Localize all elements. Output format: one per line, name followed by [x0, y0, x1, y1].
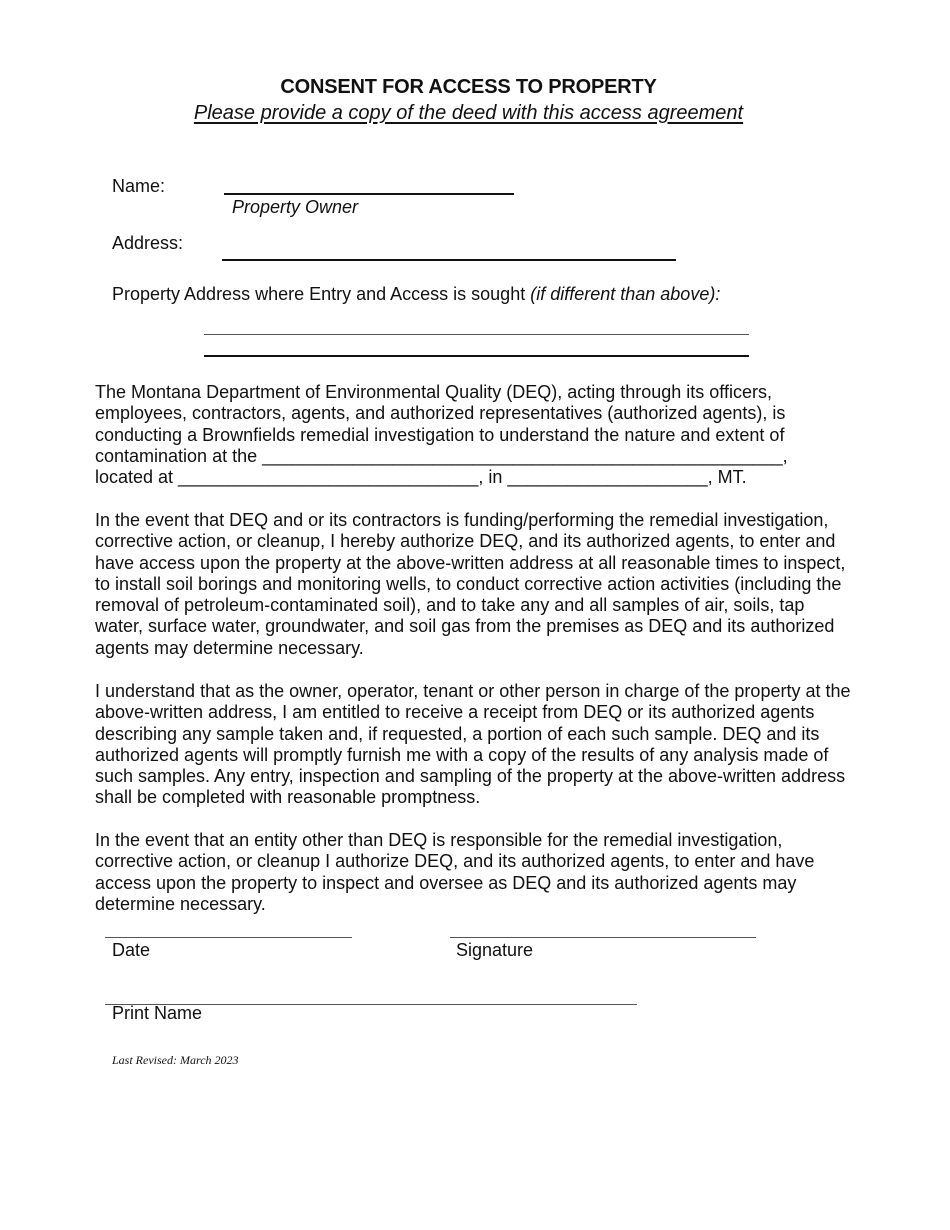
signature-line[interactable] [450, 937, 756, 938]
located-at-line: located at ______________________________, in ____________________, MT. [95, 467, 747, 488]
property-address-line-1[interactable] [204, 334, 749, 335]
contamination-site-line: contamination at the ____________________________________________________, [95, 445, 788, 466]
authorization-paragraph: In the event that DEQ and or its contractors is funding/performing the remedial investigation, corrective action, or cleanup, I hereby authorize DEQ, and its authorized agents, to enter and have access upon the property at the above-written address at all reasonable times to inspect, to install soil borings and monitoring wells, to conduct corrective action activities (including the removal of petroleum-contaminated soil), and to take any and all samples of air, soils, tap water, surface water, groundwater, and soil gas from the premises as DEQ and its authorized agents may determine necessary. [95, 510, 846, 658]
document-title: CONSENT FOR ACCESS TO PROPERTY [280, 76, 657, 98]
property-owner-caption: Property Owner [232, 197, 359, 217]
address-label: Address: [112, 233, 184, 253]
property-address-note: (if different than above): [530, 284, 721, 304]
intro-line-1: The Montana Department of Environmental Quality (DEQ), acting through its officers, [95, 382, 772, 402]
property-address-label: Property Address where Entry and Access is sought (if different than above): [112, 284, 721, 304]
signature-label: Signature [456, 940, 534, 960]
receipt-paragraph: I understand that as the owner, operator, tenant or other person in charge of the property at the above-written address, I am entitled to receive a receipt from DEQ or its authorized agents describing any sample taken and, if requested, a portion of each such sample. DEQ and its authorized agents will promptly furnish me with a copy of the results of any analysis made of such samples. Any entry, inspection and sampling of the property at the above-written address shall be completed with reasonable promptness. [95, 681, 851, 808]
date-label: Date [112, 940, 151, 960]
property-address-line-2[interactable] [204, 355, 749, 357]
print-name-label: Print Name [112, 1003, 203, 1023]
name-field-line[interactable] [224, 193, 514, 195]
date-line[interactable] [105, 937, 352, 938]
intro-line-3: conducting a Brownfields remedial investigation to understand the nature and extent of [95, 424, 785, 445]
address-field-line[interactable] [222, 259, 676, 261]
last-revised-note: Last Revised: March 2023 [112, 1053, 239, 1067]
name-label: Name: [112, 176, 166, 196]
other-entity-paragraph: In the event that an entity other than DEQ is responsible for the remedial investigation, corrective action, or cleanup I authorize DEQ, and its authorized agents, to enter and have access upon the property to inspect and oversee as DEQ and its authorized agents may determine necessary. [95, 830, 815, 914]
intro-paragraph [95, 382, 895, 488]
intro-line-2: employees, contractors, agents, and authorized representatives (authorized agents), is [95, 403, 786, 424]
document-subtitle: Please provide a copy of the deed with this access agreement [193, 102, 744, 124]
